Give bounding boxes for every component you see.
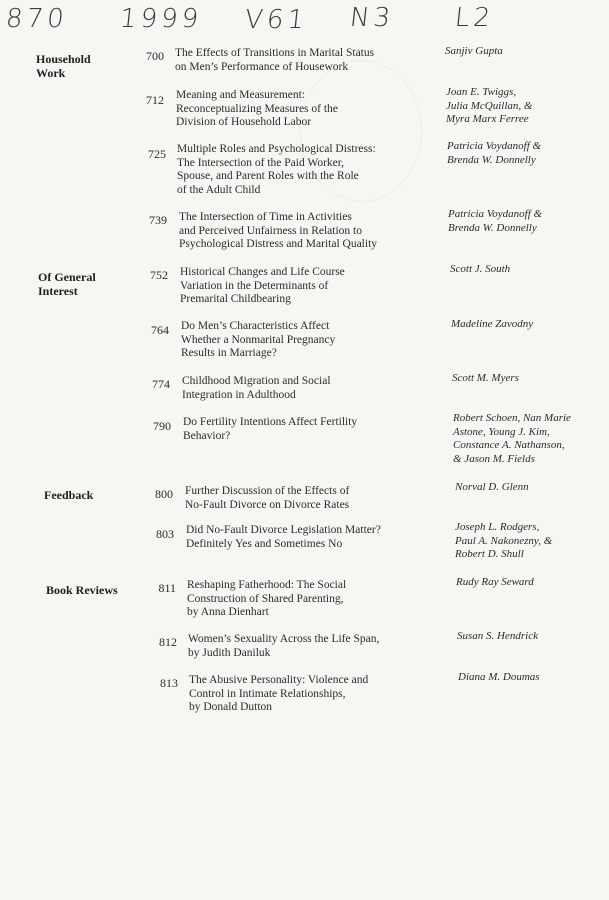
page-number: 800: [155, 487, 173, 501]
article-title: Historical Changes and Life Course Variation in the Determinants of Premarital Childbearing: [180, 266, 345, 306]
page-number: 774: [152, 377, 170, 391]
article-title: Did No-Fault Divorce Legislation Matter? Definitely Yes and Sometimes No: [186, 524, 381, 550]
page-number: 812: [159, 635, 177, 649]
article-author: Sanjiv Gupta: [445, 45, 503, 57]
article-author: Rudy Ray Seward: [456, 576, 534, 588]
article-title: Meaning and Measurement: Reconceptualizing Measures of the Division of Household Labor: [176, 89, 338, 129]
article-title: Do Fertility Intentions Affect Fertility Behavior?: [183, 416, 358, 442]
article-title: The Abusive Personality: Violence and Control in Intimate Relationships, by Donald Dutton: [189, 674, 369, 714]
page-number: 739: [149, 213, 167, 227]
article-author: Joseph L. Rodgers, Paul A. Nakonezny, & Robert D. Shull: [455, 521, 553, 561]
page-number: 813: [160, 676, 178, 690]
section-label-general-interest: Of General Interest: [38, 270, 96, 298]
article-author: Madeline Zavodny: [451, 318, 534, 330]
article-author: Patricia Voydanoff & Brenda W. Donnelly: [448, 208, 543, 234]
article-title: The Effects of Transitions in Marital Status on Men’s Performance of Housework: [175, 47, 375, 73]
section-label-household-work: Household Work: [36, 52, 91, 80]
article-author: Norval D. Glenn: [455, 481, 529, 493]
handwritten-note: 870: [4, 4, 70, 34]
article-title: Further Discussion of the Effects of No-Fault Divorce on Divorce Rates: [185, 485, 350, 511]
article-author: Joan E. Twiggs, Julia McQuillan, & Myra Marx Ferree: [446, 86, 533, 126]
handwritten-annotation: [0, 0, 609, 40]
article-author: Susan S. Hendrick: [457, 630, 538, 642]
article-title: Do Men’s Characteristics Affect Whether a Nonmarital Pregnancy Results in Marriage?: [181, 320, 336, 360]
handwritten-note: V61: [243, 5, 310, 35]
article-title: Multiple Roles and Psychological Distress: The Intersection of the Paid Worker, Spouse, and Parent Roles with the Role of the Adult Child: [177, 143, 376, 196]
page-number: 700: [146, 49, 164, 63]
handwritten-note: N3: [348, 3, 396, 33]
section-label-book-reviews: Book Reviews: [46, 583, 118, 597]
page-number: 811: [158, 581, 176, 595]
article-author: Scott M. Myers: [452, 372, 519, 384]
section-label-feedback: Feedback: [44, 488, 94, 502]
article-title: Women’s Sexuality Across the Life Span, by Judith Daniluk: [188, 633, 380, 659]
article-title: Reshaping Fatherhood: The Social Construction of Shared Parenting, by Anna Dienhart: [187, 579, 347, 619]
article-author: Patricia Voydanoff & Brenda W. Donnelly: [447, 140, 542, 166]
page-number: 803: [156, 527, 174, 541]
article-title: Childhood Migration and Social Integration in Adulthood: [182, 375, 331, 401]
page-number: 764: [151, 323, 169, 337]
page-number: 752: [150, 268, 168, 282]
handwritten-note: L2: [453, 3, 496, 33]
handwritten-note: 1999: [118, 4, 204, 34]
page-number: 725: [148, 147, 166, 161]
article-author: Diana M. Doumas: [458, 671, 540, 683]
article-author: Robert Schoen, Nan Marie Astone, Young J. Kim, Constance A. Nathanson, & Jason M. Fields: [453, 412, 571, 465]
page-number: 790: [153, 419, 171, 433]
article-title: The Intersection of Time in Activities and Perceived Unfairness in Relation to Psychological Distress and Marital Quality: [179, 211, 378, 251]
page-number: 712: [146, 93, 164, 107]
article-author: Scott J. South: [450, 263, 511, 275]
